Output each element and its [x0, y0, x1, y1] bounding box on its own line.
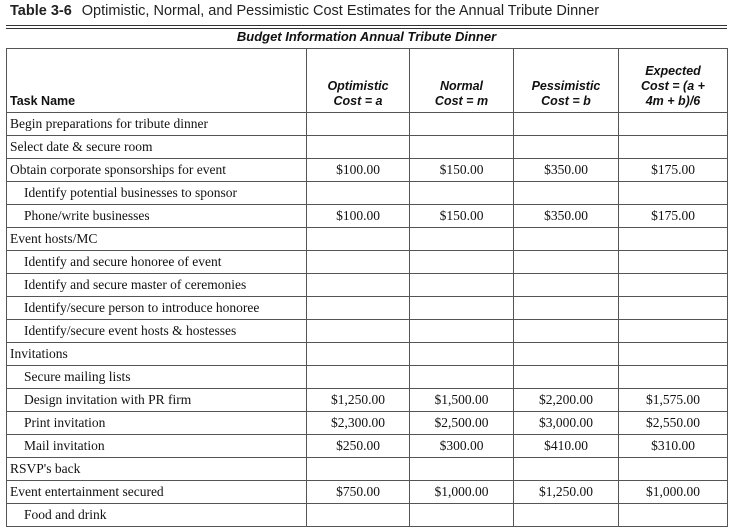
table-row: [7, 136, 728, 159]
pessimistic-cost-cell: $2,200.00: [514, 389, 619, 412]
table-row: [7, 182, 728, 205]
header-expected: [619, 49, 728, 113]
task-name-cell: Mail invitation: [7, 435, 307, 458]
expected-cost-cell: [619, 113, 728, 136]
table-body: [7, 113, 728, 527]
task-name-cell: Select date & secure room: [7, 136, 307, 159]
pessimistic-cost-cell: [514, 182, 619, 205]
optimistic-cost-cell: [307, 366, 410, 389]
expected-cost-cell: [619, 251, 728, 274]
table-banner: Budget Information Annual Tribute Dinner: [236, 29, 497, 44]
optimistic-cost-cell: $750.00: [307, 481, 410, 504]
table-row: [7, 481, 728, 504]
normal-cost-cell: [410, 136, 514, 159]
pessimistic-cost-cell: $410.00: [514, 435, 619, 458]
header-pessimistic-line-1: Pessimistic: [531, 79, 601, 93]
optimistic-cost-cell: [307, 136, 410, 159]
expected-cost-cell: [619, 274, 728, 297]
table-row: [7, 389, 728, 412]
table-row: [7, 343, 728, 366]
task-name-cell: Food and drink: [7, 504, 307, 527]
task-name-cell: Secure mailing lists: [7, 366, 307, 389]
pessimistic-cost-cell: [514, 458, 619, 481]
normal-cost-cell: $150.00: [410, 205, 514, 228]
cost-estimates-table: [6, 48, 728, 527]
optimistic-cost-cell: [307, 504, 410, 527]
pessimistic-cost-cell: $3,000.00: [514, 412, 619, 435]
normal-cost-cell: [410, 343, 514, 366]
expected-cost-cell: [619, 297, 728, 320]
normal-cost-cell: [410, 182, 514, 205]
expected-cost-cell: [619, 136, 728, 159]
pessimistic-cost-cell: [514, 320, 619, 343]
header-pessimistic-line-2: Cost = b: [541, 94, 591, 108]
expected-cost-cell: $1,575.00: [619, 389, 728, 412]
normal-cost-cell: $300.00: [410, 435, 514, 458]
normal-cost-cell: [410, 297, 514, 320]
expected-cost-cell: [619, 366, 728, 389]
header-optimistic-line-2: Cost = a: [333, 94, 383, 108]
pessimistic-cost-cell: [514, 343, 619, 366]
task-name-cell: RSVP's back: [7, 458, 307, 481]
task-name-cell: Event entertainment secured: [7, 481, 307, 504]
header-normal-line-2: Cost = m: [434, 94, 489, 108]
normal-cost-cell: [410, 320, 514, 343]
header-expected-line-2: Cost = (a +: [641, 79, 705, 93]
header-optimistic: [307, 49, 410, 113]
caption-rule: [6, 25, 727, 26]
optimistic-cost-cell: $250.00: [307, 435, 410, 458]
normal-cost-cell: [410, 504, 514, 527]
table-row: [7, 412, 728, 435]
optimistic-cost-cell: [307, 458, 410, 481]
pessimistic-cost-cell: [514, 251, 619, 274]
table-title: Optimistic, Normal, and Pessimistic Cost Estimates for the Annual Tribute Dinner: [81, 3, 600, 19]
pessimistic-cost-cell: [514, 274, 619, 297]
header-row: [7, 49, 728, 113]
optimistic-cost-cell: [307, 228, 410, 251]
header-pessimistic: [514, 49, 619, 113]
optimistic-cost-cell: [307, 182, 410, 205]
header-normal-line-1: Normal: [439, 79, 484, 93]
normal-cost-cell: $1,000.00: [410, 481, 514, 504]
normal-cost-cell: $1,500.00: [410, 389, 514, 412]
table-row: [7, 228, 728, 251]
expected-cost-cell: [619, 504, 728, 527]
task-name-cell: Identify/secure person to introduce honoree: [7, 297, 307, 320]
task-name-cell: Phone/write businesses: [7, 205, 307, 228]
table-row: [7, 458, 728, 481]
task-name-cell: Event hosts/MC: [7, 228, 307, 251]
table-row: [7, 366, 728, 389]
expected-cost-cell: [619, 458, 728, 481]
pessimistic-cost-cell: [514, 366, 619, 389]
table-caption: [10, 3, 599, 19]
pessimistic-cost-cell: [514, 297, 619, 320]
expected-cost-cell: $175.00: [619, 205, 728, 228]
normal-cost-cell: [410, 366, 514, 389]
table-row: [7, 274, 728, 297]
pessimistic-cost-cell: $350.00: [514, 205, 619, 228]
optimistic-cost-cell: $100.00: [307, 205, 410, 228]
task-name-cell: Invitations: [7, 343, 307, 366]
task-name-cell: Obtain corporate sponsorships for event: [7, 159, 307, 182]
optimistic-cost-cell: [307, 343, 410, 366]
pessimistic-cost-cell: [514, 228, 619, 251]
pessimistic-cost-cell: $1,250.00: [514, 481, 619, 504]
table-row: [7, 113, 728, 136]
optimistic-cost-cell: $1,250.00: [307, 389, 410, 412]
pessimistic-cost-cell: [514, 504, 619, 527]
task-name-cell: Identify and secure master of ceremonies: [7, 274, 307, 297]
table-row: [7, 435, 728, 458]
normal-cost-cell: [410, 228, 514, 251]
expected-cost-cell: $175.00: [619, 159, 728, 182]
optimistic-cost-cell: $2,300.00: [307, 412, 410, 435]
optimistic-cost-cell: [307, 297, 410, 320]
table-number: Table 3-6: [10, 3, 72, 19]
optimistic-cost-cell: [307, 113, 410, 136]
normal-cost-cell: [410, 251, 514, 274]
task-name-cell: Begin preparations for tribute dinner: [7, 113, 307, 136]
table-row: [7, 320, 728, 343]
pessimistic-cost-cell: [514, 136, 619, 159]
table-row: [7, 251, 728, 274]
header-normal: [410, 49, 514, 113]
expected-cost-cell: [619, 228, 728, 251]
header-expected-line-1: Expected: [645, 64, 701, 78]
header-task-name: Task Name: [7, 49, 307, 113]
normal-cost-cell: $2,500.00: [410, 412, 514, 435]
normal-cost-cell: [410, 458, 514, 481]
normal-cost-cell: $150.00: [410, 159, 514, 182]
optimistic-cost-cell: [307, 320, 410, 343]
expected-cost-cell: $310.00: [619, 435, 728, 458]
table-row: [7, 159, 728, 182]
task-name-cell: Design invitation with PR firm: [7, 389, 307, 412]
task-name-cell: Print invitation: [7, 412, 307, 435]
table-row: [7, 504, 728, 527]
expected-cost-cell: $1,000.00: [619, 481, 728, 504]
task-name-cell: Identify potential businesses to sponsor: [7, 182, 307, 205]
optimistic-cost-cell: [307, 274, 410, 297]
expected-cost-cell: [619, 320, 728, 343]
optimistic-cost-cell: $100.00: [307, 159, 410, 182]
task-name-cell: Identify and secure honoree of event: [7, 251, 307, 274]
table-row: [7, 297, 728, 320]
pessimistic-cost-cell: $350.00: [514, 159, 619, 182]
expected-cost-cell: [619, 182, 728, 205]
task-name-cell: Identify/secure event hosts & hostesses: [7, 320, 307, 343]
optimistic-cost-cell: [307, 251, 410, 274]
expected-cost-cell: $2,550.00: [619, 412, 728, 435]
table-row: [7, 205, 728, 228]
pessimistic-cost-cell: [514, 113, 619, 136]
expected-cost-cell: [619, 343, 728, 366]
normal-cost-cell: [410, 274, 514, 297]
normal-cost-cell: [410, 113, 514, 136]
header-expected-line-3: 4m + b)/6: [645, 94, 701, 108]
header-optimistic-line-1: Optimistic: [327, 79, 389, 93]
